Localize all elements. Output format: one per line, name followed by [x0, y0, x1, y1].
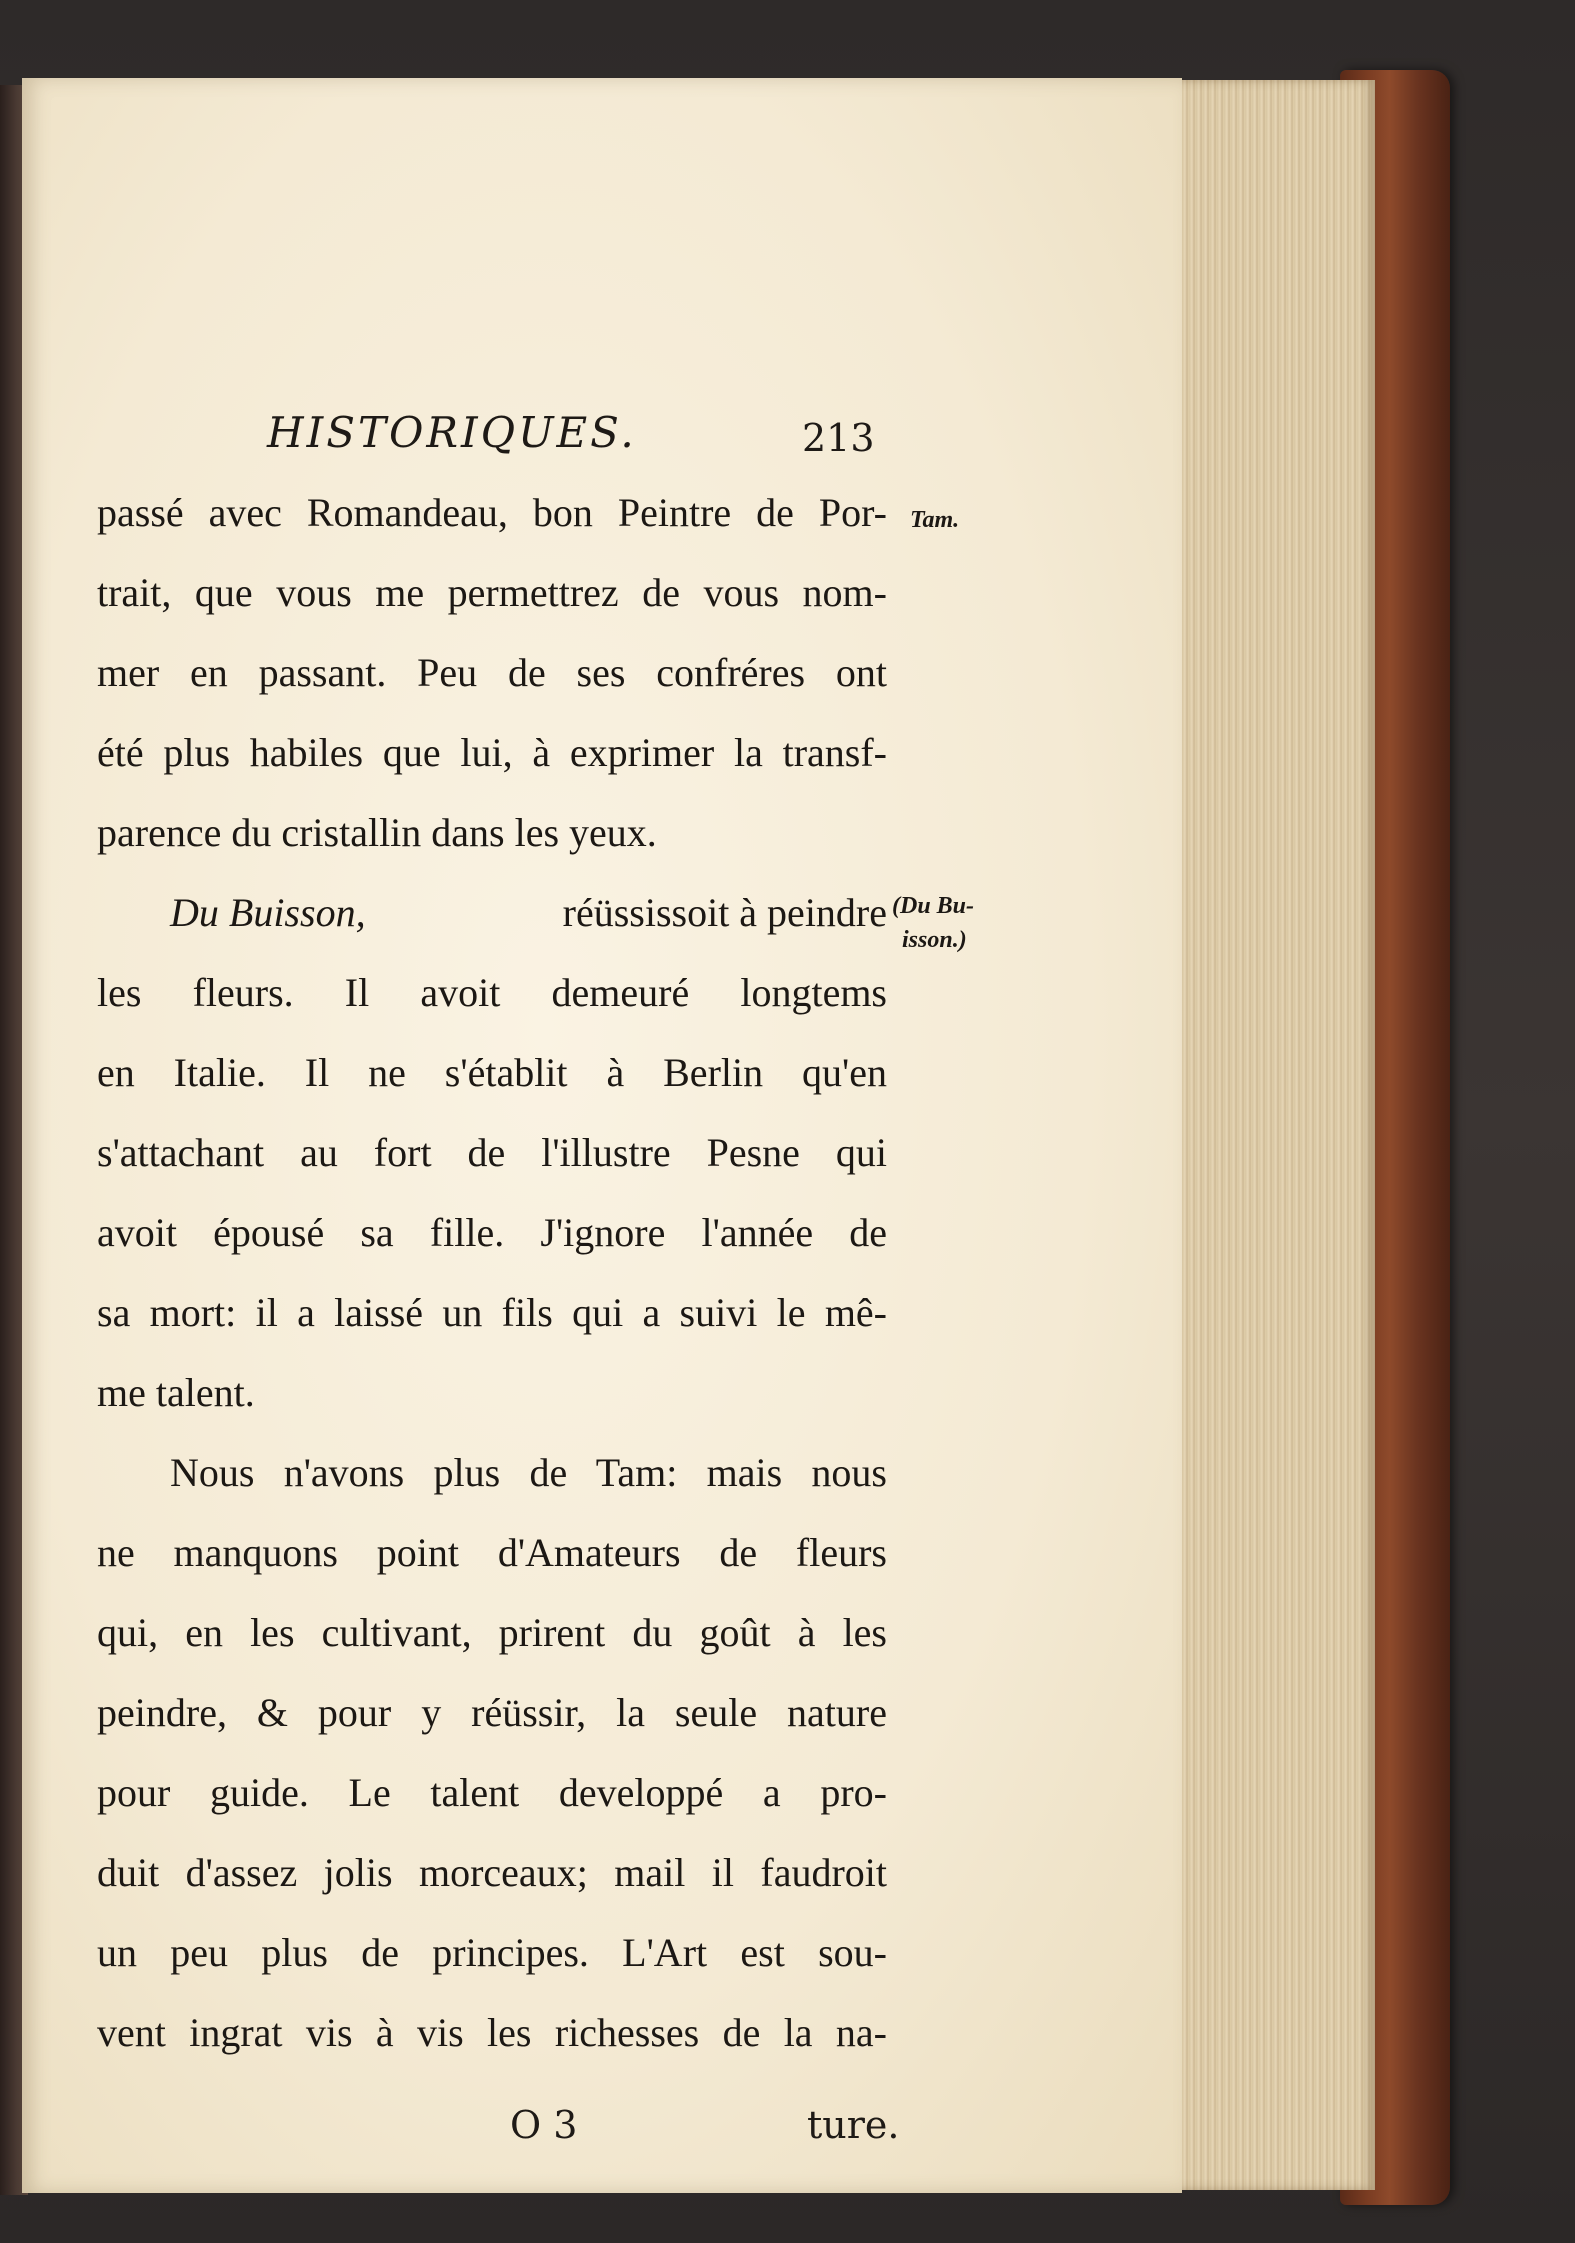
text-line: les fleurs. Il avoit demeuré longtems [97, 970, 887, 1015]
book-page [22, 78, 1182, 2193]
text-line: vent ingrat vis à vis les richesses de la na- [97, 2010, 887, 2055]
text-line: un peu plus de principes. L'Art est sou- [97, 1930, 887, 1975]
text-line: ne manquons point d'Amateurs de fleurs [97, 1530, 887, 1575]
text-line: sa mort: il a laissé un fils qui a suivi le mê- [97, 1290, 887, 1335]
text-line: peindre, & pour y réüssir, la seule nature [97, 1690, 887, 1735]
text-line: pour guide. Le talent developpé a pro- [97, 1770, 887, 1815]
text-line: avoit épousé sa fille. J'ignore l'année de [97, 1210, 887, 1255]
text-line: été plus habiles que lui, à exprimer la transf- [97, 730, 887, 775]
text-line-du-buisson [170, 890, 887, 935]
text-line: qui, en les cultivant, prirent du goût à les [97, 1610, 887, 1655]
text-line: passé avec Romandeau, bon Peintre de Por- [97, 490, 887, 535]
page-number: 213 [802, 416, 875, 460]
text-line: Nous n'avons plus de Tam: mais nous [170, 1450, 887, 1495]
text-line: s'attachant au fort de l'illustre Pesne qui [97, 1130, 887, 1175]
margin-note-du-buisson-line1: (Du Bu- [892, 893, 975, 919]
text-span: réüssissoit à peindre [562, 890, 887, 935]
page-edges [1175, 80, 1375, 2190]
running-head: HISTORIQUES. [267, 408, 637, 457]
text-line: parence du cristallin dans les yeux. [97, 810, 657, 855]
text-line: duit d'assez jolis morceaux; mail il faudroit [97, 1850, 887, 1895]
margin-note-tam: Tam. [910, 507, 960, 533]
text-line: trait, que vous me permettrez de vous nom- [97, 570, 887, 615]
text-line: en Italie. Il ne s'établit à Berlin qu'en [97, 1050, 887, 1095]
signature-mark: O 3 [510, 2103, 578, 2147]
catchword: ture. [807, 2103, 900, 2147]
italic-name: Du Buisson, [170, 890, 366, 935]
text-line: mer en passant. Peu de ses confréres ont [97, 650, 887, 695]
margin-note-du-buisson-line2: isson.) [902, 927, 967, 953]
text-line: me talent. [97, 1370, 255, 1415]
